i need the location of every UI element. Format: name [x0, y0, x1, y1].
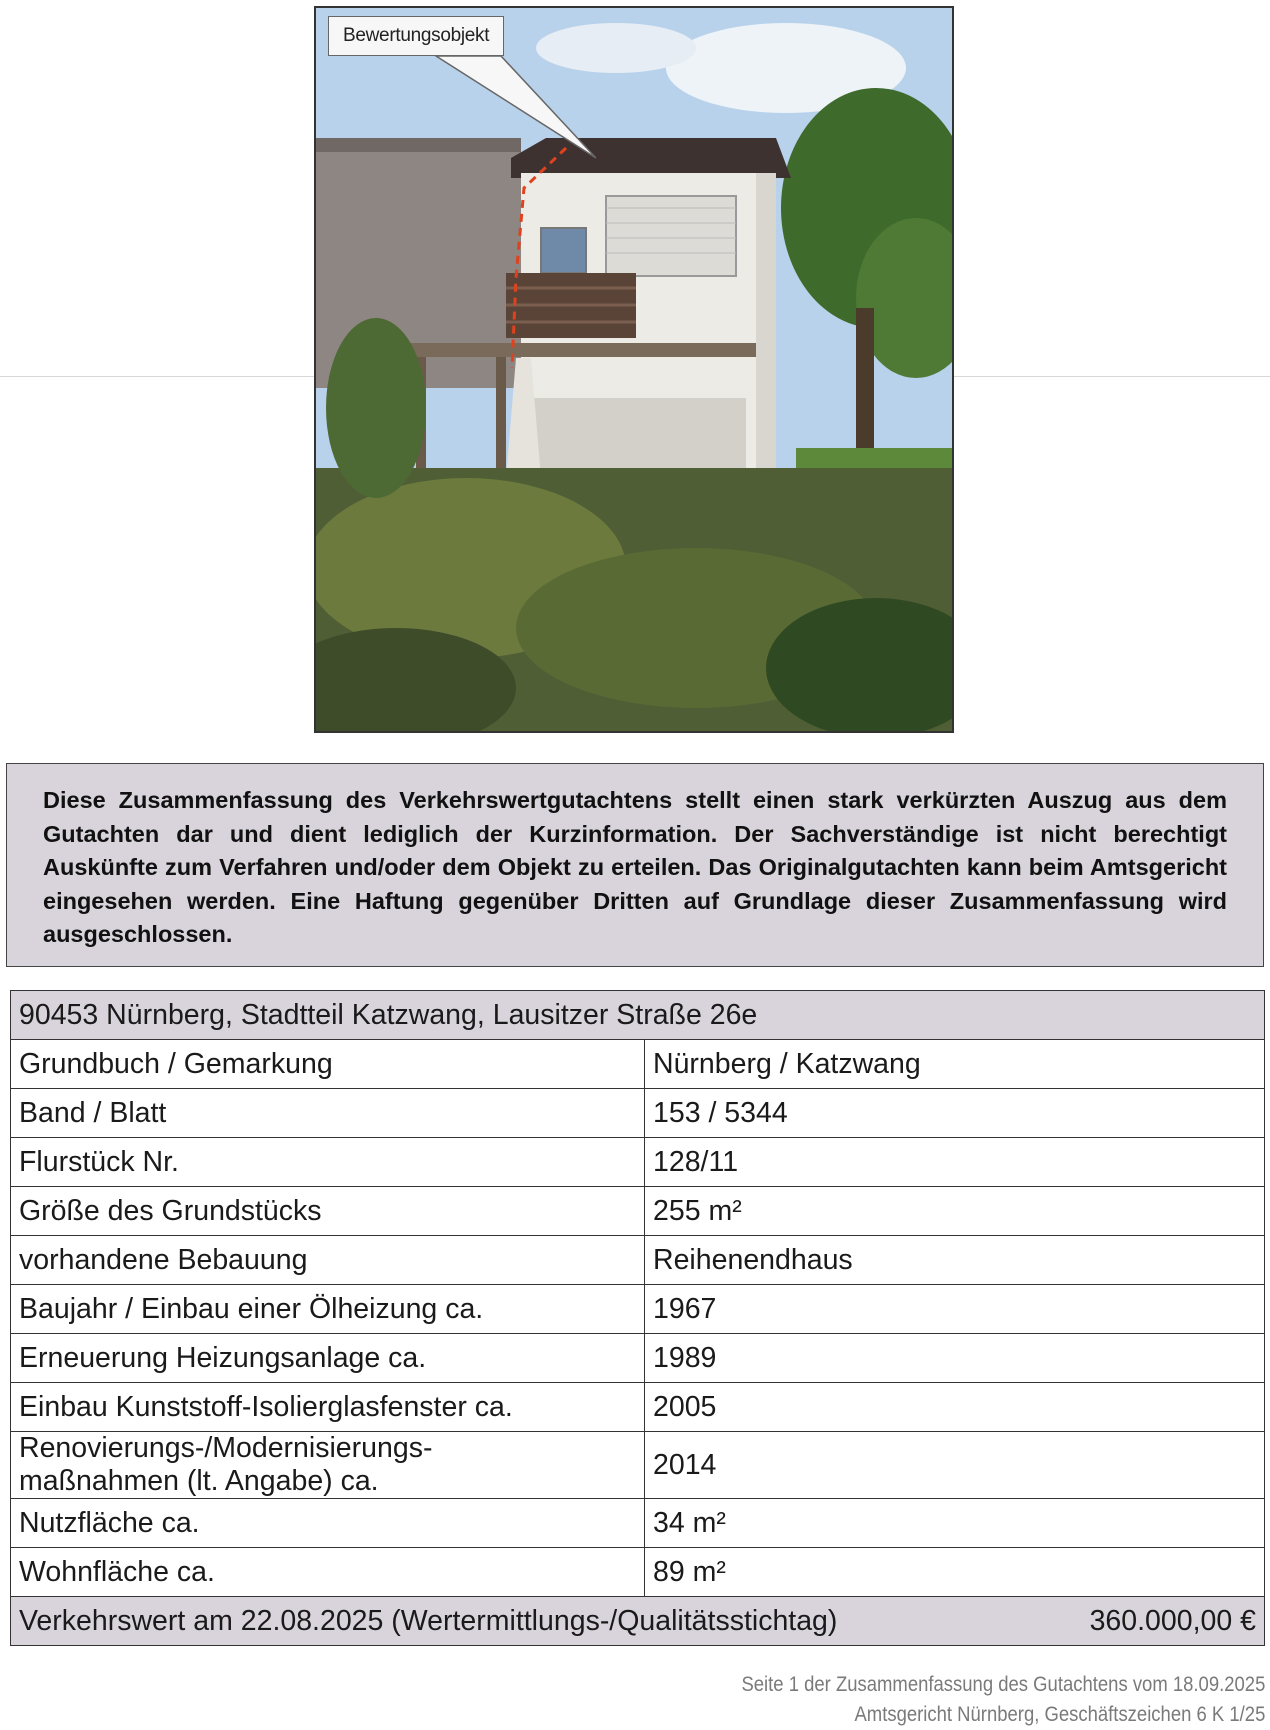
table-row [11, 1548, 1265, 1597]
property-photo [314, 6, 954, 733]
row-value: 1989 [645, 1334, 1265, 1383]
footer-court-ref: Amtsgericht Nürnberg, Geschäftszeichen 6 K 1/25 [854, 1703, 1265, 1726]
market-value-label: Verkehrswert am 22.08.2025 (Wertermittlungs-/Qualitätsstichtag) [19, 1604, 838, 1637]
row-label: Flurstück Nr. [11, 1138, 645, 1187]
row-label: Renovierungs-/Modernisierungs- maßnahmen (lt. Angabe) ca. [11, 1432, 645, 1499]
market-value-row [11, 1597, 1265, 1646]
row-value: Reihenendhaus [645, 1236, 1265, 1285]
row-value: 1967 [645, 1285, 1265, 1334]
table-row [11, 1187, 1265, 1236]
market-value-cell [11, 1597, 1265, 1646]
row-label: Erneuerung Heizungsanlage ca. [11, 1334, 645, 1383]
table-row [11, 1236, 1265, 1285]
disclaimer-box: Diese Zusammenfassung des Verkehrswertgutachtens stellt einen stark verkürzten Auszug aus dem Gutachten dar und dient lediglich der Kurzinformation. Der Sachverständige ist nicht berechtigt Auskünfte zum Verfahren und/oder dem Objekt zu erteilen. Das Originalgutachten kann beim Amtsgericht eingesehen werden. Eine Haftung gegenüber Dritten auf Grundlage dieser Zusammenfassung wird ausgeschlossen. [6, 763, 1264, 967]
row-value: Nürnberg / Katzwang [645, 1040, 1265, 1089]
row-label: Baujahr / Einbau einer Ölheizung ca. [11, 1285, 645, 1334]
page-footer [670, 1670, 1265, 1730]
row-value: 2005 [645, 1383, 1265, 1432]
property-data-table [10, 990, 1265, 1646]
row-value: 34 m² [645, 1499, 1265, 1548]
row-value: 89 m² [645, 1548, 1265, 1597]
table-row [11, 1285, 1265, 1334]
row-label: Grundbuch / Gemarkung [11, 1040, 645, 1089]
market-value-amount: 360.000,00 € [1089, 1604, 1256, 1637]
table-row [11, 1383, 1265, 1432]
row-label: Nutzfläche ca. [11, 1499, 645, 1548]
table-row [11, 1499, 1265, 1548]
footer-page-info: Seite 1 der Zusammenfassung des Gutachtens vom 18.09.2025 [741, 1673, 1265, 1696]
row-label: Einbau Kunststoff-Isolierglasfenster ca. [11, 1383, 645, 1432]
table-row [11, 1334, 1265, 1383]
table-row [11, 1089, 1265, 1138]
row-value: 255 m² [645, 1187, 1265, 1236]
table-row [11, 1138, 1265, 1187]
row-label: Wohnfläche ca. [11, 1548, 645, 1597]
address-cell: 90453 Nürnberg, Stadtteil Katzwang, Lausitzer Straße 26e [11, 991, 1265, 1040]
row-label: vorhandene Bebauung [11, 1236, 645, 1285]
row-label: Band / Blatt [11, 1089, 645, 1138]
table-row [11, 1040, 1265, 1089]
row-value: 128/11 [645, 1138, 1265, 1187]
row-value: 2014 [645, 1432, 1265, 1499]
row-label: Größe des Grundstücks [11, 1187, 645, 1236]
address-row [11, 991, 1265, 1040]
table-row [11, 1432, 1265, 1499]
row-value: 153 / 5344 [645, 1089, 1265, 1138]
callout-label: Bewertungsobjekt [328, 16, 504, 56]
